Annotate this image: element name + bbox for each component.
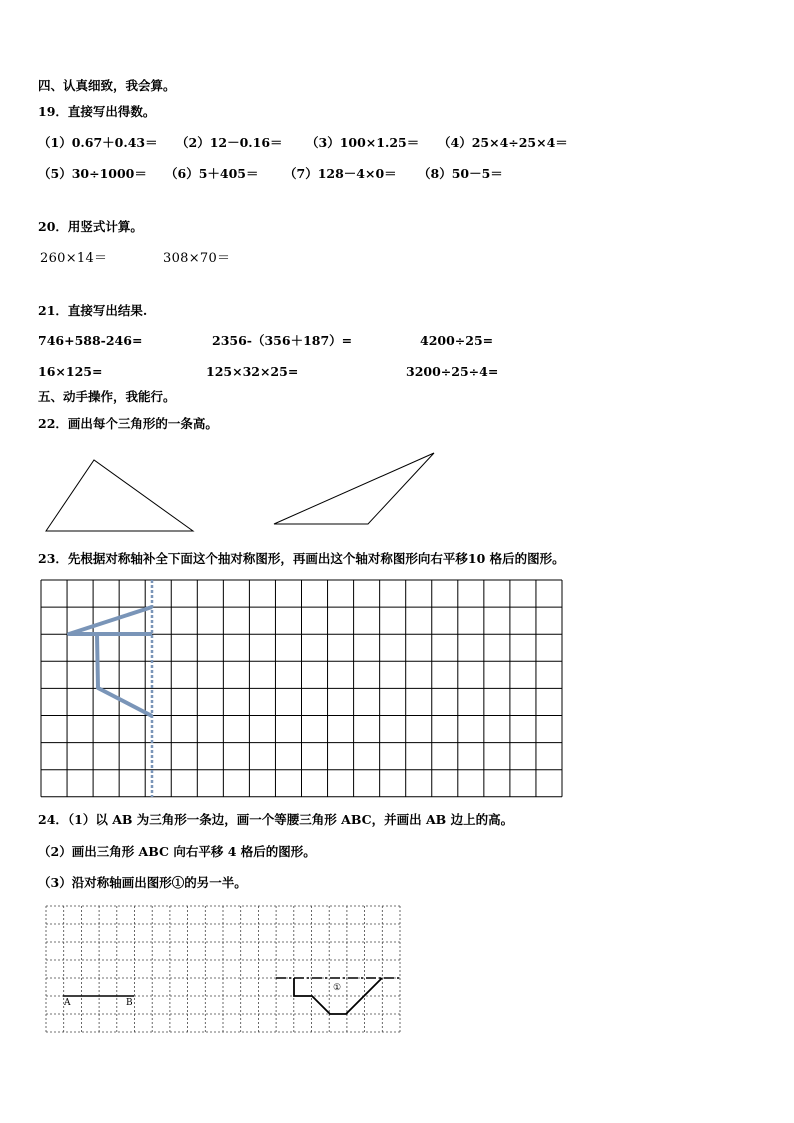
q19-item-8: （8）50－5＝ — [418, 166, 503, 181]
section4-title: 四、认真细致，我会算。 — [38, 78, 176, 93]
q24-line-3: （3）沿对称轴画出图形①的另一半。 — [38, 875, 247, 890]
q19-item-2: （2）12－0.16＝ — [176, 135, 283, 150]
q19-item-6: （6）5＋405＝ — [165, 166, 259, 181]
q24-line-2: （2）画出三角形 ABC 向右平移 4 格后的图形。 — [38, 844, 316, 859]
q22-triangle-left — [46, 460, 193, 531]
q19-item-4: （4）25×4÷25×4＝ — [438, 135, 568, 150]
q22-title: 22．画出每个三角形的一条高。 — [38, 416, 218, 431]
q20-item-1: 260×14＝ — [40, 251, 108, 266]
q24-line-1: 24．（1）以 AB 为三角形一条边，画一个等腰三角形 ABC，并画出 AB 边上的高。 — [38, 812, 514, 827]
q21-title: 21．直接写出结果. — [38, 303, 148, 318]
q24-label-a: A — [64, 998, 71, 1008]
q20-item-2: 308×70＝ — [163, 251, 231, 266]
q23-half-figure — [69, 607, 152, 634]
q19-item-3: （3）100×1.25＝ — [306, 135, 420, 150]
q23-half-figure-lower — [97, 634, 152, 716]
q21-item-3: 4200÷25= — [420, 333, 494, 348]
q24-figure-label: ① — [333, 983, 342, 993]
section5-title: 五、动手操作，我能行。 — [38, 389, 176, 404]
q21-item-1: 746+588-246= — [38, 333, 143, 348]
q23-title: 23．先根据对称轴补全下面这个抽对称图形，再画出这个轴对称图形向右平移10 格后的图形。 — [38, 551, 565, 566]
q21-item-6: 3200÷25÷4= — [406, 364, 499, 379]
q20-title: 20．用竖式计算。 — [38, 219, 143, 234]
q22-triangle-right — [274, 453, 434, 524]
q23-grid — [41, 580, 562, 797]
q21-item-5: 125×32×25= — [206, 364, 299, 379]
q24-label-b: B — [126, 998, 133, 1008]
q19-title: 19．直接写出得数。 — [38, 104, 156, 119]
q19-item-1: （1）0.67＋0.43＝ — [38, 135, 158, 150]
q19-item-5: （5）30÷1000＝ — [38, 166, 147, 181]
q21-item-2: 2356-（356＋187）= — [212, 333, 353, 348]
q21-item-4: 16×125= — [38, 364, 103, 379]
q19-item-7: （7）128－4×0＝ — [284, 166, 397, 181]
